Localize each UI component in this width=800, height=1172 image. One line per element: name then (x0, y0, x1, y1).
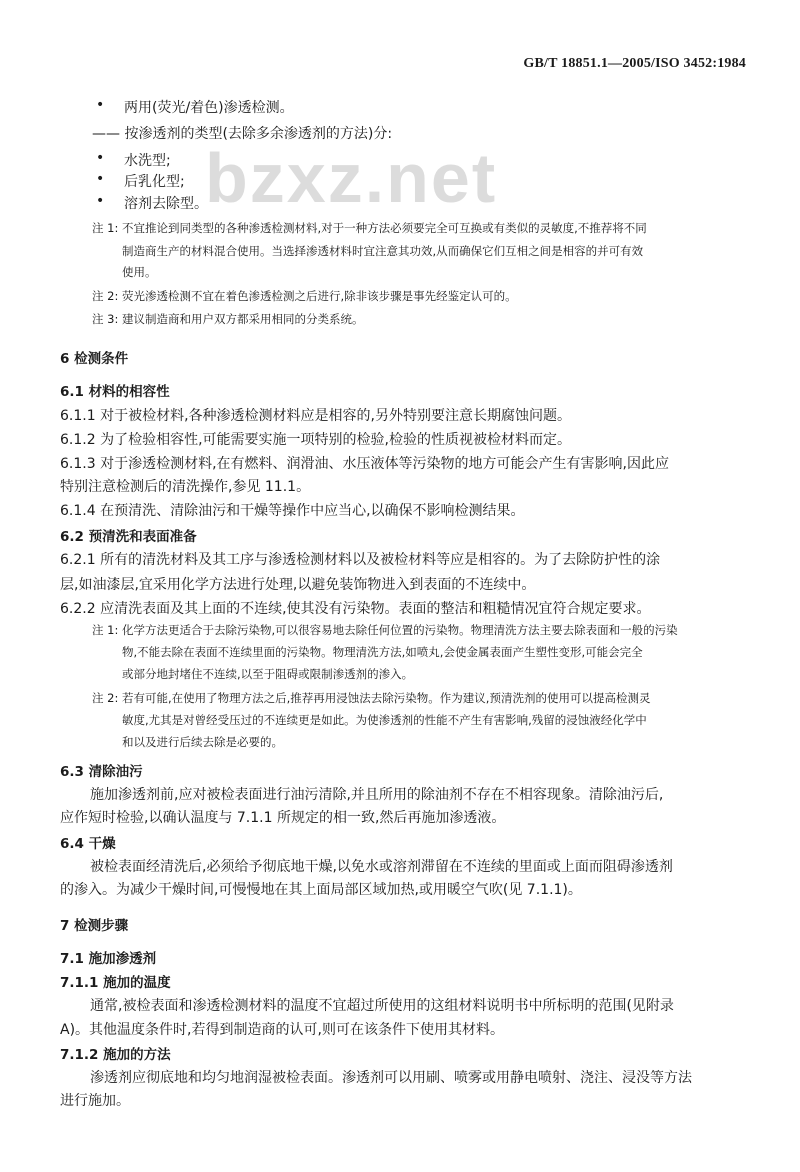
paragraph: 施加渗透剂前,应对被检表面进行油污清除,并且所用的除油剂不存在不相容现象。清除油污后, (90, 787, 664, 803)
paragraph: 6.1.3 对于渗透检测材料,在有燃料、润滑油、水压液体等污染物的地方可能会产生有害影响,因此应 (60, 456, 669, 472)
paragraph: 通常,被检表面和渗透检测材料的温度不宜超过所使用的这组材料说明书中所标明的范围(见附录 (90, 998, 674, 1014)
watermark: bzxz.net (205, 139, 498, 217)
paragraph: 层,如油漆层,宜采用化学方法进行处理,以避免装饰物进入到表面的不连续中。 (60, 577, 536, 593)
note-line: 物,不能去除在表面不连续里面的污染物。物理清洗方法,如喷丸,会使金属表面产生塑性变形,可能会完全 (122, 645, 643, 659)
subsection-heading: 6.2 预清洗和表面准备 (60, 529, 197, 545)
bullet-icon: • (96, 193, 105, 209)
note-1-line: 使用。 (122, 265, 157, 279)
note-1: 注 1: 不宜推论到同类型的各种渗透检测材料,对于一种方法必须要完全可互换或有类似的灵敏度,不推荐将不同 (92, 221, 647, 235)
paragraph: 特别注意检测后的清洗操作,参见 11.1。 (60, 479, 311, 495)
bullet-icon: • (96, 171, 105, 187)
subsection-heading: 7.1.1 施加的温度 (60, 975, 171, 991)
paragraph: 6.2.2 应清洗表面及其上面的不连续,使其没有污染物。表面的整洁和粗糙情况宜符合规定要求。 (60, 601, 651, 617)
list-item: 后乳化型; (124, 174, 185, 190)
paragraph: 6.2.1 所有的清洗材料及其工序与渗透检测材料以及被检材料等应是相容的。为了去除防护性的涂 (60, 552, 661, 568)
classification-heading: —— 按渗透剂的类型(去除多余渗透剂的方法)分: (92, 126, 393, 142)
note-1-line: 制造商生产的材料混合使用。当选择渗透材料时宜注意其功效,从而确保它们互相之间是相容的并可有效 (122, 244, 644, 258)
paragraph: A)。其他温度条件时,若得到制造商的认可,则可在该条件下使用其材料。 (60, 1022, 504, 1038)
paragraph: 6.1.1 对于被检材料,各种渗透检测材料应是相容的,另外特别要注意长期腐蚀问题。 (60, 408, 571, 424)
note-line: 和以及进行后续去除是必要的。 (122, 735, 283, 749)
paragraph: 渗透剂应彻底地和均匀地润湿被检表面。渗透剂可以用刷、喷雾或用静电喷射、浇注、浸没等方法 (90, 1070, 692, 1086)
subsection-heading: 7.1.2 施加的方法 (60, 1047, 171, 1063)
note-line: 敏度,尤其是对曾经受压过的不连续更是如此。为使渗透剂的性能不产生有害影响,残留的浸蚀液经化学中 (122, 713, 647, 727)
paragraph: 被检表面经清洗后,必须给予彻底地干燥,以免水或溶剂滞留在不连续的里面或上面而阻碍渗透剂 (90, 859, 673, 875)
paragraph: 应作短时检验,以确认温度与 7.1.1 所规定的相一致,然后再施加渗透液。 (60, 810, 506, 826)
note-2: 注 2: 荧光渗透检测不宜在着色渗透检测之后进行,除非该步骤是事先经鉴定认可的。 (92, 289, 517, 303)
section-heading: 7 检测步骤 (60, 918, 129, 934)
paragraph: 6.1.4 在预清洗、清除油污和干燥等操作中应当心,以确保不影响检测结果。 (60, 503, 525, 519)
note-2: 注 2: 若有可能,在使用了物理方法之后,推荐再用浸蚀法去除污染物。作为建议,预清洗剂的使用可以提高检测灵 (92, 691, 651, 705)
paragraph: 进行施加。 (60, 1093, 130, 1109)
list-item: 水洗型; (124, 153, 171, 169)
subsection-heading: 7.1 施加渗透剂 (60, 951, 157, 967)
list-item: 两用(荧光/着色)渗透检测。 (124, 100, 294, 116)
note-3: 注 3: 建议制造商和用户双方都采用相同的分类系统。 (92, 312, 364, 326)
paragraph: 的渗入。为减少干燥时间,可慢慢地在其上面局部区域加热,或用暖空气吹(见 7.1.1)。 (60, 882, 582, 898)
list-item: 溶剂去除型。 (124, 196, 208, 212)
bullet-icon: • (96, 97, 105, 113)
standard-code-header: GB/T 18851.1—2005/ISO 3452:1984 (523, 56, 746, 71)
note-1: 注 1: 化学方法更适合于去除污染物,可以很容易地去除任何位置的污染物。物理清洗方法主要去除表面和一般的污染 (92, 623, 678, 637)
paragraph: 6.1.2 为了检验相容性,可能需要实施一项特别的检验,检验的性质视被检材料而定。 (60, 432, 571, 448)
bullet-icon: • (96, 150, 105, 166)
note-line: 或部分地封堵住不连续,以至于阻碍或限制渗透剂的渗入。 (122, 667, 414, 681)
subsection-heading: 6.4 干燥 (60, 836, 116, 852)
section-heading: 6 检测条件 (60, 351, 129, 367)
subsection-heading: 6.3 清除油污 (60, 764, 143, 780)
subsection-heading: 6.1 材料的相容性 (60, 384, 170, 400)
